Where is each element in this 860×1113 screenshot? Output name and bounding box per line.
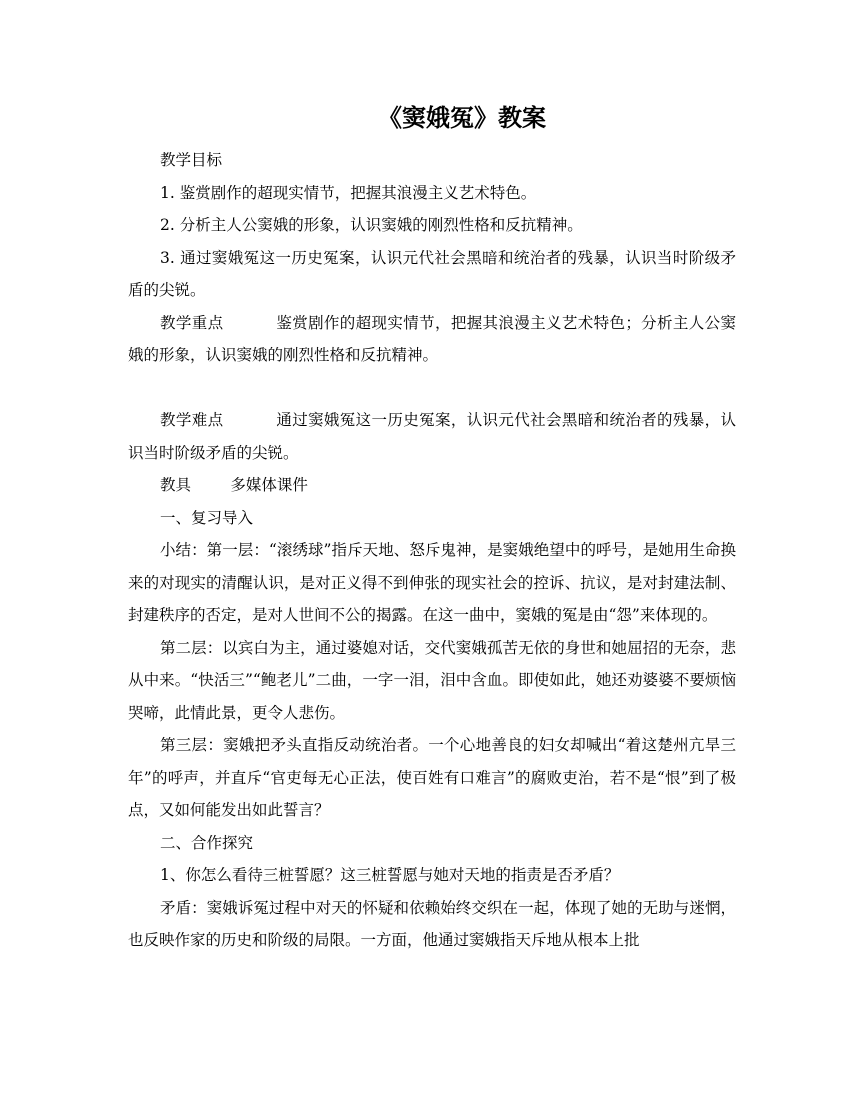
summary-layer-3-paragraph: 第三层：窦娥把矛头直指反动统治者。一个心地善良的妇女却喊出“着这楚州亢旱三年”的呼声，并直斥“官吏每无心正法，使百姓有口难言”的腐败吏治，若不是“恨”到了极点，又如何能发出如此誓言？ [128, 736, 736, 819]
inquiry-answer-paragraph: 矛盾：窦娥诉冤过程中对天的怀疑和依赖始终交织在一起，体现了她的无助与迷惘，也反映作家的历史和阶级的局限。一方面，他通过窦娥指天斥地从根本上批 [128, 898, 736, 949]
section-heading-review: 一、复习导入 [160, 508, 254, 527]
teaching-focus-paragraph: 教学重点 鉴赏剧作的超现实情节，把握其浪漫主义艺术特色；分析主人公窦娥的形象，认识窦娥的刚烈性格和反抗精神。 [128, 313, 736, 364]
teaching-aids-paragraph: 教具 多媒体课件 [160, 476, 308, 494]
summary-layer-2-paragraph: 第二层：以宾白为主，通过婆媳对话，交代窦娥孤苦无依的身世和她屈招的无奈，悲从中来。“快活三”“鲍老儿”二曲，一字一泪，泪中含血。即使如此，她还劝婆婆不要烦恼哭啼，此情此景，更令人悲伤。 [128, 638, 736, 722]
objective-item-3: 3. 通过窦娥冤这一历史冤案，认识元代社会黑暗和统治者的残暴，认识当时阶级矛盾的尖锐。 [128, 248, 736, 299]
section-heading-inquiry: 二、合作探究 [160, 833, 254, 852]
blank-line [128, 372, 736, 405]
document-page [128, 96, 736, 957]
objective-item-2: 2. 分析主人公窦娥的形象，认识窦娥的刚烈性格和反抗精神。 [160, 216, 583, 234]
summary-layer-1-paragraph: 小结：第一层：“滚绣球”指斥天地、怒斥鬼神，是窦娥绝望中的呼号，是她用生命换来的对现实的清醒认识，是对正义得不到伸张的现实社会的控诉、抗议，是对封建法制、封建秩序的否定，是对人世间不公的揭露。在这一曲中，窦娥的冤是由“怨”来体现的。 [128, 541, 736, 624]
inquiry-question-1: 1、你怎么看待三桩誓愿？这三桩誓愿与她对天地的指责是否矛盾？ [160, 866, 620, 884]
objective-item-1: 1. 鉴赏剧作的超现实情节，把握其浪漫主义艺术特色。 [160, 183, 537, 202]
teaching-difficulty-paragraph: 教学难点 通过窦娥冤这一历史冤案，认识元代社会黑暗和统治者的残暴，认识当时阶级矛盾的尖锐。 [128, 411, 736, 462]
document-title: 《窦娥冤》教案 [378, 103, 546, 132]
section-heading-objectives: 教学目标 [160, 151, 223, 169]
